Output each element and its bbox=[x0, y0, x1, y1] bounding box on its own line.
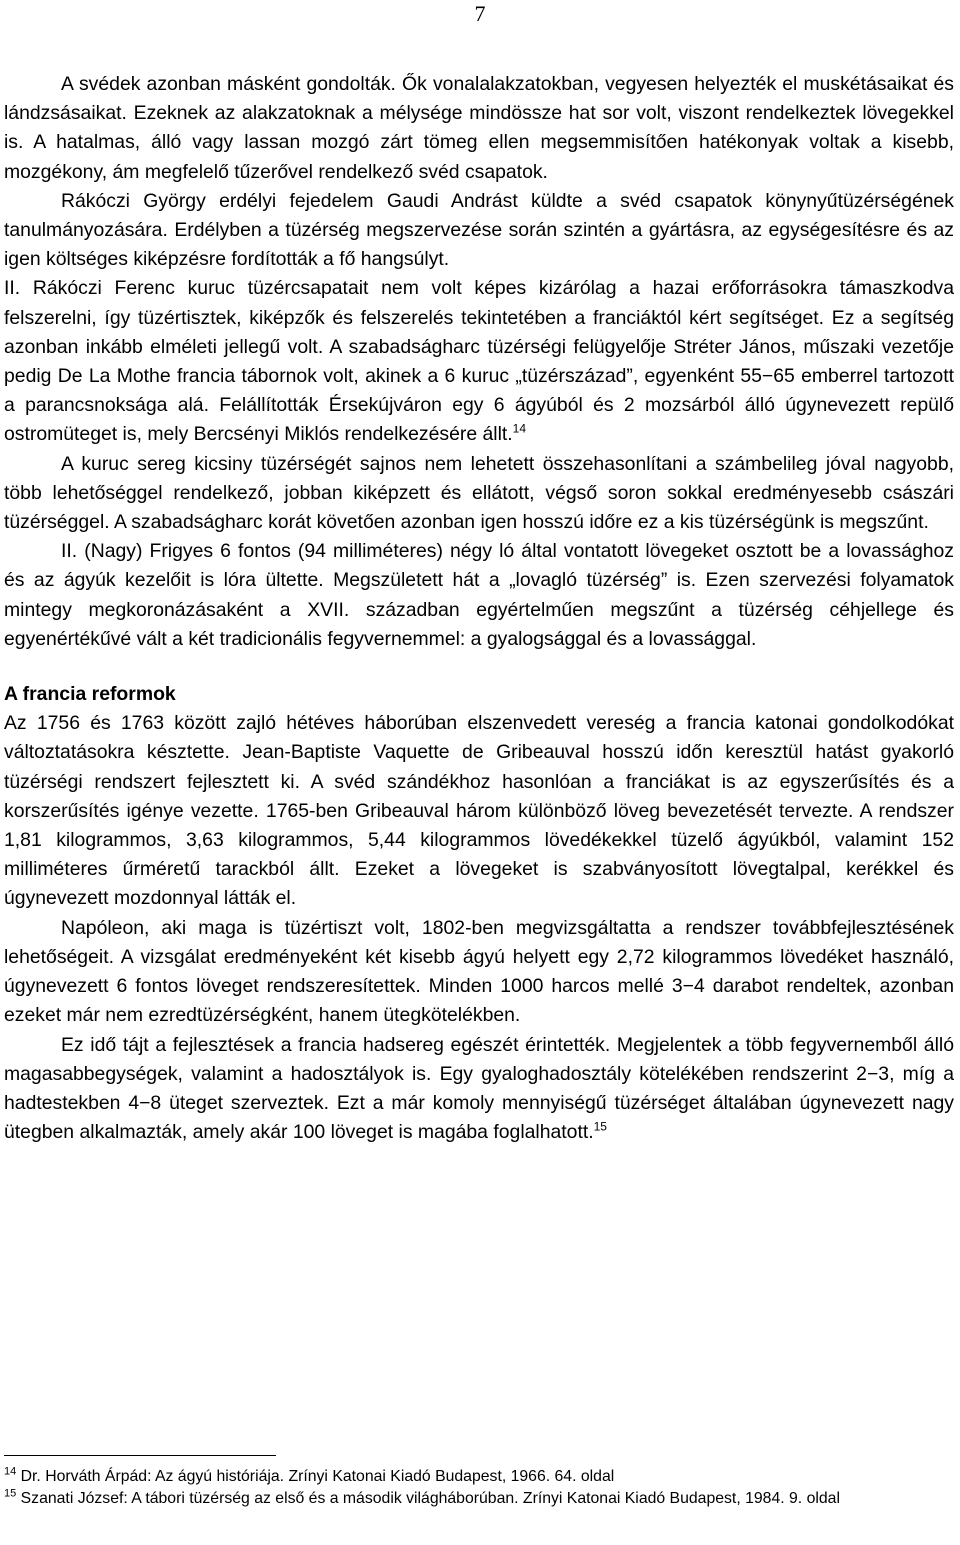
footnote-ref-14: 14 bbox=[512, 421, 527, 436]
paragraph-kuruc-artillery: A kuruc sereg kicsiny tüzérségét sajnos nem lehetett összehasonlítani a számbelileg jóval nagyobb, több lehetőséggel rendelkező, jobban kiképzett és ellátott, végső soron sokkal eredményesebb császári tüzérséggel. A szabadságharc korát követően azonban igen hosszú időre ez a kis tüzérségünk is megszűnt. bbox=[4, 452, 954, 534]
page-number-container bbox=[0, 0, 960, 28]
paragraph-rakoczi-ferenc: II. Rákóczi Ferenc kuruc tüzércsapatait nem volt képes kizárólag a hazai erőforrásokra támaszkodva felszerelni, így tüzértisztek, kiképzők és felszerelés tekintetében a franciáktól kért segítséget. Ez a segítség azonban inkább elméleti jellegű volt. A szabadságharc tüzérségi felügyelője Stréter János, műszaki vezetője pedig De La Mothe francia tábornok volt, akinek a 6 kuruc „tüzérszázad”, egyenként 55−65 emberrel tartozott a parancsnoksága alá. Felállították Érsekújváron egy 6 ágyúból és 2 mozsárból álló úgynevezett repülő ostromüteget is, mely Bercsényi Miklós rendelkezésére állt.$^{14}$ bbox=[4, 277, 954, 446]
paragraph-gribeauval: Az 1756 és 1763 között zajló hétéves háborúban elszenvedett vereség a francia katonai gondolkodókat változtatásokra késztette. Jean-Baptiste Vaquette de Gribeauval hosszú időn keresztül hatást gyakorló tüzérségi rendszert fejlesztett ki. A svéd szándékhoz hasonlóan a franciákat is az egyszerűsítés és a korszerűsítés igénye vezette. 1765-ben Gribeauval három különböző löveg bevezetését tervezte. A rendszer 1,81 kilogrammos, 3,63 kilogrammos, 5,44 kilogrammos lövedékekkel tüzelő ágyúkból, valamint 152 milliméteres űrméretű tarackból állt. Ezeket a lövegeket is szabványosított lövegtalpal, kerékkel és úgynevezett mozdonnyal látták el. bbox=[4, 712, 954, 910]
footnote-15: $^{15}$ Szanati József: A tábori tüzérség az első és a második világháborúban. Zrínyi Katonai Kiadó Budapest, 1984. 9. oldal bbox=[4, 1487, 840, 1507]
paragraph-frederick: II. (Nagy) Frigyes 6 fontos (94 milliméteres) négy ló által vontatott lövegeket osztott be a lovassághoz és az ágyúk kezelőit is lóra ültette. Megszületett hát a „lovagló tüzérség” is. Ezen szervezési folyamatok mintegy megkoronázásaként a XVII. században egyértelműen megszűnt a tüzérség céhjellege és egyenértékűvé vált a két tradicionális fegyvernemmel: a gyalogsággal és a lovassággal. bbox=[4, 540, 954, 650]
paragraph-swedish-tactics: A svédek azonban másként gondolták. Ők vonalalakzatokban, vegyesen helyezték el muskétásaikat és lándzsásaikat. Ezeknek az alakzatoknak a mélysége mindössze hat sor volt, viszont rendelkeztek lövegekkel is. A hatalmas, álló vagy lassan mozgó zárt tömeg ellen megsemmisítően hatékonyak voltak a kisebb, mozgékony, ám megfelelő tűzerővel rendelkező svéd csapatok. bbox=[4, 73, 954, 183]
footnote-14: $^{14}$ Dr. Horváth Árpád: Az ágyú históriája. Zrínyi Katonai Kiadó Budapest, 1966. 64. oldal bbox=[4, 1465, 615, 1485]
paragraph-divisions: Ez idő tájt a fejlesztések a francia hadsereg egészét érintették. Megjelentek a több fegyvernemből álló magasabbegységek, valamint a hadosztályok is. Egy gyaloghadosztály kötelékében rendszerint 2−3, míg a hadtestekben 4−8 üteget szerveztek. Ezt a már komoly mennyiségű tüzérséget általában úgynevezett nagy ütegben alkalmazták, amely akár 100 löveget is magába foglalhatott.$^{15}$ bbox=[4, 1033, 954, 1144]
section-heading: A francia reformok bbox=[4, 683, 176, 706]
footnotes bbox=[4, 1455, 954, 1510]
page-number: 7 bbox=[474, 1, 486, 26]
paragraph-napoleon: Napóleon, aki maga is tüzértiszt volt, 1802-ben megvizsgáltatta a rendszer továbbfejlesztésének lehetőségeit. A vizsgálat eredményeként két kisebb ágyú helyett egy 2,72 kilogrammos lövedéket használó, úgynevezett 6 fontos löveget rendszeresítettek. Minden 1000 harcos mellé 3−4 darabot rendeltek, azonban ezeket már nem ezredtüzérségként, hanem ütegkötelékben. bbox=[4, 916, 954, 1027]
footnote-ref-15: 15 bbox=[593, 1119, 607, 1134]
paragraph-rakoczi-gyorgy: Rákóczi György erdélyi fejedelem Gaudi Andrást küldte a svéd csapatok könynyűtüzérségének tanulmányozására. Erdélyben a tüzérség megszervezése során szintén a gyártásra, az egységesítésre és az igen költséges kiképzésre fordították a fő hangsúlyt. bbox=[4, 189, 954, 271]
footnote-divider bbox=[4, 1455, 276, 1456]
main-text bbox=[4, 70, 954, 1147]
